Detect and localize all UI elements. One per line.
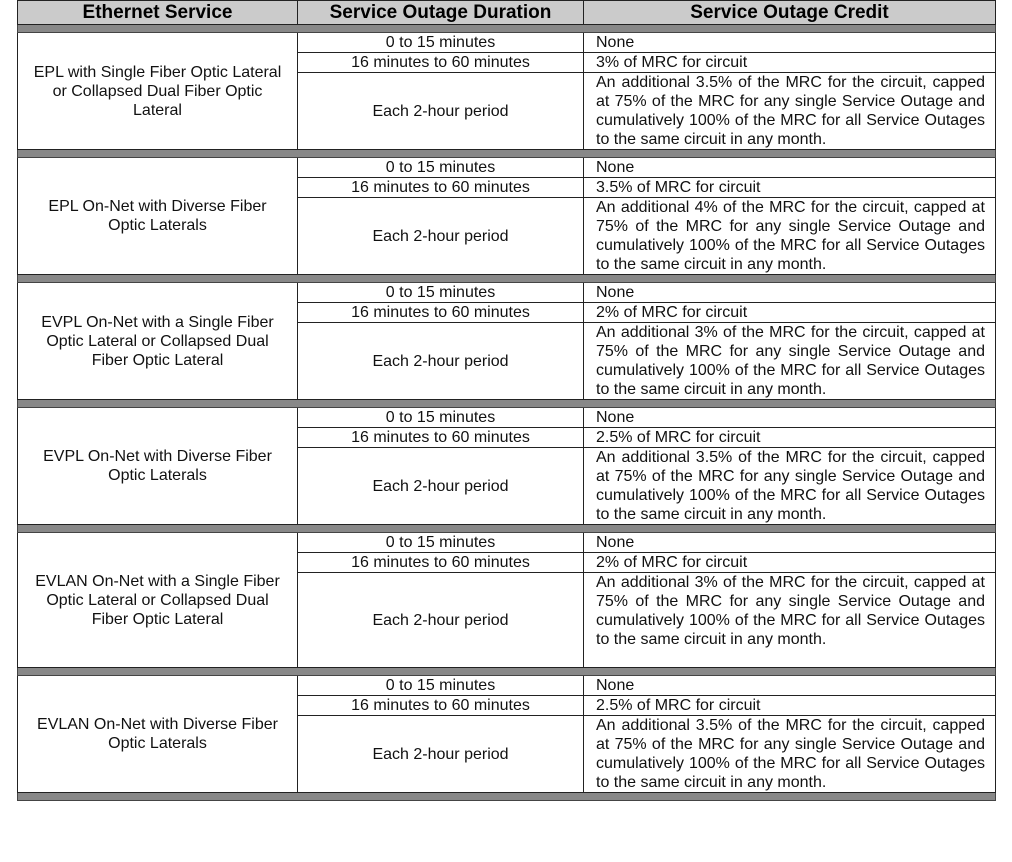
table-row xyxy=(18,33,996,53)
duration-cell: Each 2-hour period xyxy=(298,323,584,400)
duration-cell: Each 2-hour period xyxy=(298,73,584,150)
group-separator xyxy=(18,668,996,676)
duration-cell: 0 to 15 minutes xyxy=(298,33,584,53)
separator-bar xyxy=(18,793,996,801)
duration-cell: 0 to 15 minutes xyxy=(298,408,584,428)
table-row xyxy=(18,283,996,303)
group-separator xyxy=(18,793,996,801)
duration-cell: 16 minutes to 60 minutes xyxy=(298,428,584,448)
duration-cell: Each 2-hour period xyxy=(298,448,584,525)
credit-cell: An additional 3.5% of the MRC for the circuit, capped at 75% of the MRC for any single Service Outage and cumulatively 100% of the MRC for all Service Outages to the same circuit in any month. xyxy=(584,716,996,793)
duration-cell: 16 minutes to 60 minutes xyxy=(298,696,584,716)
table-row xyxy=(18,158,996,178)
duration-cell: 16 minutes to 60 minutes xyxy=(298,553,584,573)
service-name: EVLAN On-Net with Diverse Fiber Optic Laterals xyxy=(18,676,298,793)
credit-cell: 2% of MRC for circuit xyxy=(584,553,996,573)
credit-cell: None xyxy=(584,158,996,178)
credit-cell: None xyxy=(584,33,996,53)
credit-cell: 2.5% of MRC for circuit xyxy=(584,428,996,448)
group-separator xyxy=(18,150,996,158)
duration-cell: 16 minutes to 60 minutes xyxy=(298,178,584,198)
duration-cell: 16 minutes to 60 minutes xyxy=(298,53,584,73)
credit-cell: 3% of MRC for circuit xyxy=(584,53,996,73)
credit-cell: 3.5% of MRC for circuit xyxy=(584,178,996,198)
duration-cell: 0 to 15 minutes xyxy=(298,283,584,303)
service-name: EVPL On-Net with Diverse Fiber Optic Laterals xyxy=(18,408,298,525)
header-row xyxy=(18,1,996,25)
separator-bar xyxy=(18,275,996,283)
credit-cell: None xyxy=(584,676,996,696)
group-separator xyxy=(18,525,996,533)
duration-cell: 0 to 15 minutes xyxy=(298,676,584,696)
separator-bar xyxy=(18,150,996,158)
service-name: EVPL On-Net with a Single Fiber Optic Lateral or Collapsed Dual Fiber Optic Lateral xyxy=(18,283,298,400)
credit-cell: An additional 3% of the MRC for the circuit, capped at 75% of the MRC for any single Service Outage and cumulatively 100% of the MRC for all Service Outages to the same circuit in any month. xyxy=(584,573,996,668)
service-name: EPL with Single Fiber Optic Lateral or Collapsed Dual Fiber Optic Lateral xyxy=(18,33,298,150)
header-outage-credit: Service Outage Credit xyxy=(584,1,996,25)
credit-cell: None xyxy=(584,408,996,428)
credit-cell: None xyxy=(584,533,996,553)
header-ethernet-service: Ethernet Service xyxy=(18,1,298,25)
credit-cell: An additional 3.5% of the MRC for the circuit, capped at 75% of the MRC for any single Service Outage and cumulatively 100% of the MRC for all Service Outages to the same circuit in any month. xyxy=(584,73,996,150)
table-row xyxy=(18,676,996,696)
credit-cell: An additional 4% of the MRC for the circuit, capped at 75% of the MRC for any single Service Outage and cumulatively 100% of the MRC for all Service Outages to the same circuit in any month. xyxy=(584,198,996,275)
separator-bar xyxy=(18,400,996,408)
duration-cell: 0 to 15 minutes xyxy=(298,533,584,553)
group-separator xyxy=(18,25,996,33)
separator-bar xyxy=(18,25,996,33)
duration-cell: Each 2-hour period xyxy=(298,573,584,668)
duration-cell: 16 minutes to 60 minutes xyxy=(298,303,584,323)
table-row xyxy=(18,533,996,553)
outage-credit-table-wrapper xyxy=(17,0,995,801)
credit-cell: An additional 3% of the MRC for the circuit, capped at 75% of the MRC for any single Service Outage and cumulatively 100% of the MRC for all Service Outages to the same circuit in any month. xyxy=(584,323,996,400)
service-name: EPL On-Net with Diverse Fiber Optic Laterals xyxy=(18,158,298,275)
service-name: EVLAN On-Net with a Single Fiber Optic Lateral or Collapsed Dual Fiber Optic Lateral xyxy=(18,533,298,668)
header-outage-duration: Service Outage Duration xyxy=(298,1,584,25)
group-separator xyxy=(18,400,996,408)
credit-cell: An additional 3.5% of the MRC for the circuit, capped at 75% of the MRC for any single Service Outage and cumulatively 100% of the MRC for all Service Outages to the same circuit in any month. xyxy=(584,448,996,525)
group-separator xyxy=(18,275,996,283)
separator-bar xyxy=(18,525,996,533)
credit-cell: None xyxy=(584,283,996,303)
outage-credit-table xyxy=(17,0,996,801)
separator-bar xyxy=(18,668,996,676)
credit-cell: 2.5% of MRC for circuit xyxy=(584,696,996,716)
duration-cell: Each 2-hour period xyxy=(298,716,584,793)
duration-cell: 0 to 15 minutes xyxy=(298,158,584,178)
duration-cell: Each 2-hour period xyxy=(298,198,584,275)
table-row xyxy=(18,408,996,428)
credit-cell: 2% of MRC for circuit xyxy=(584,303,996,323)
